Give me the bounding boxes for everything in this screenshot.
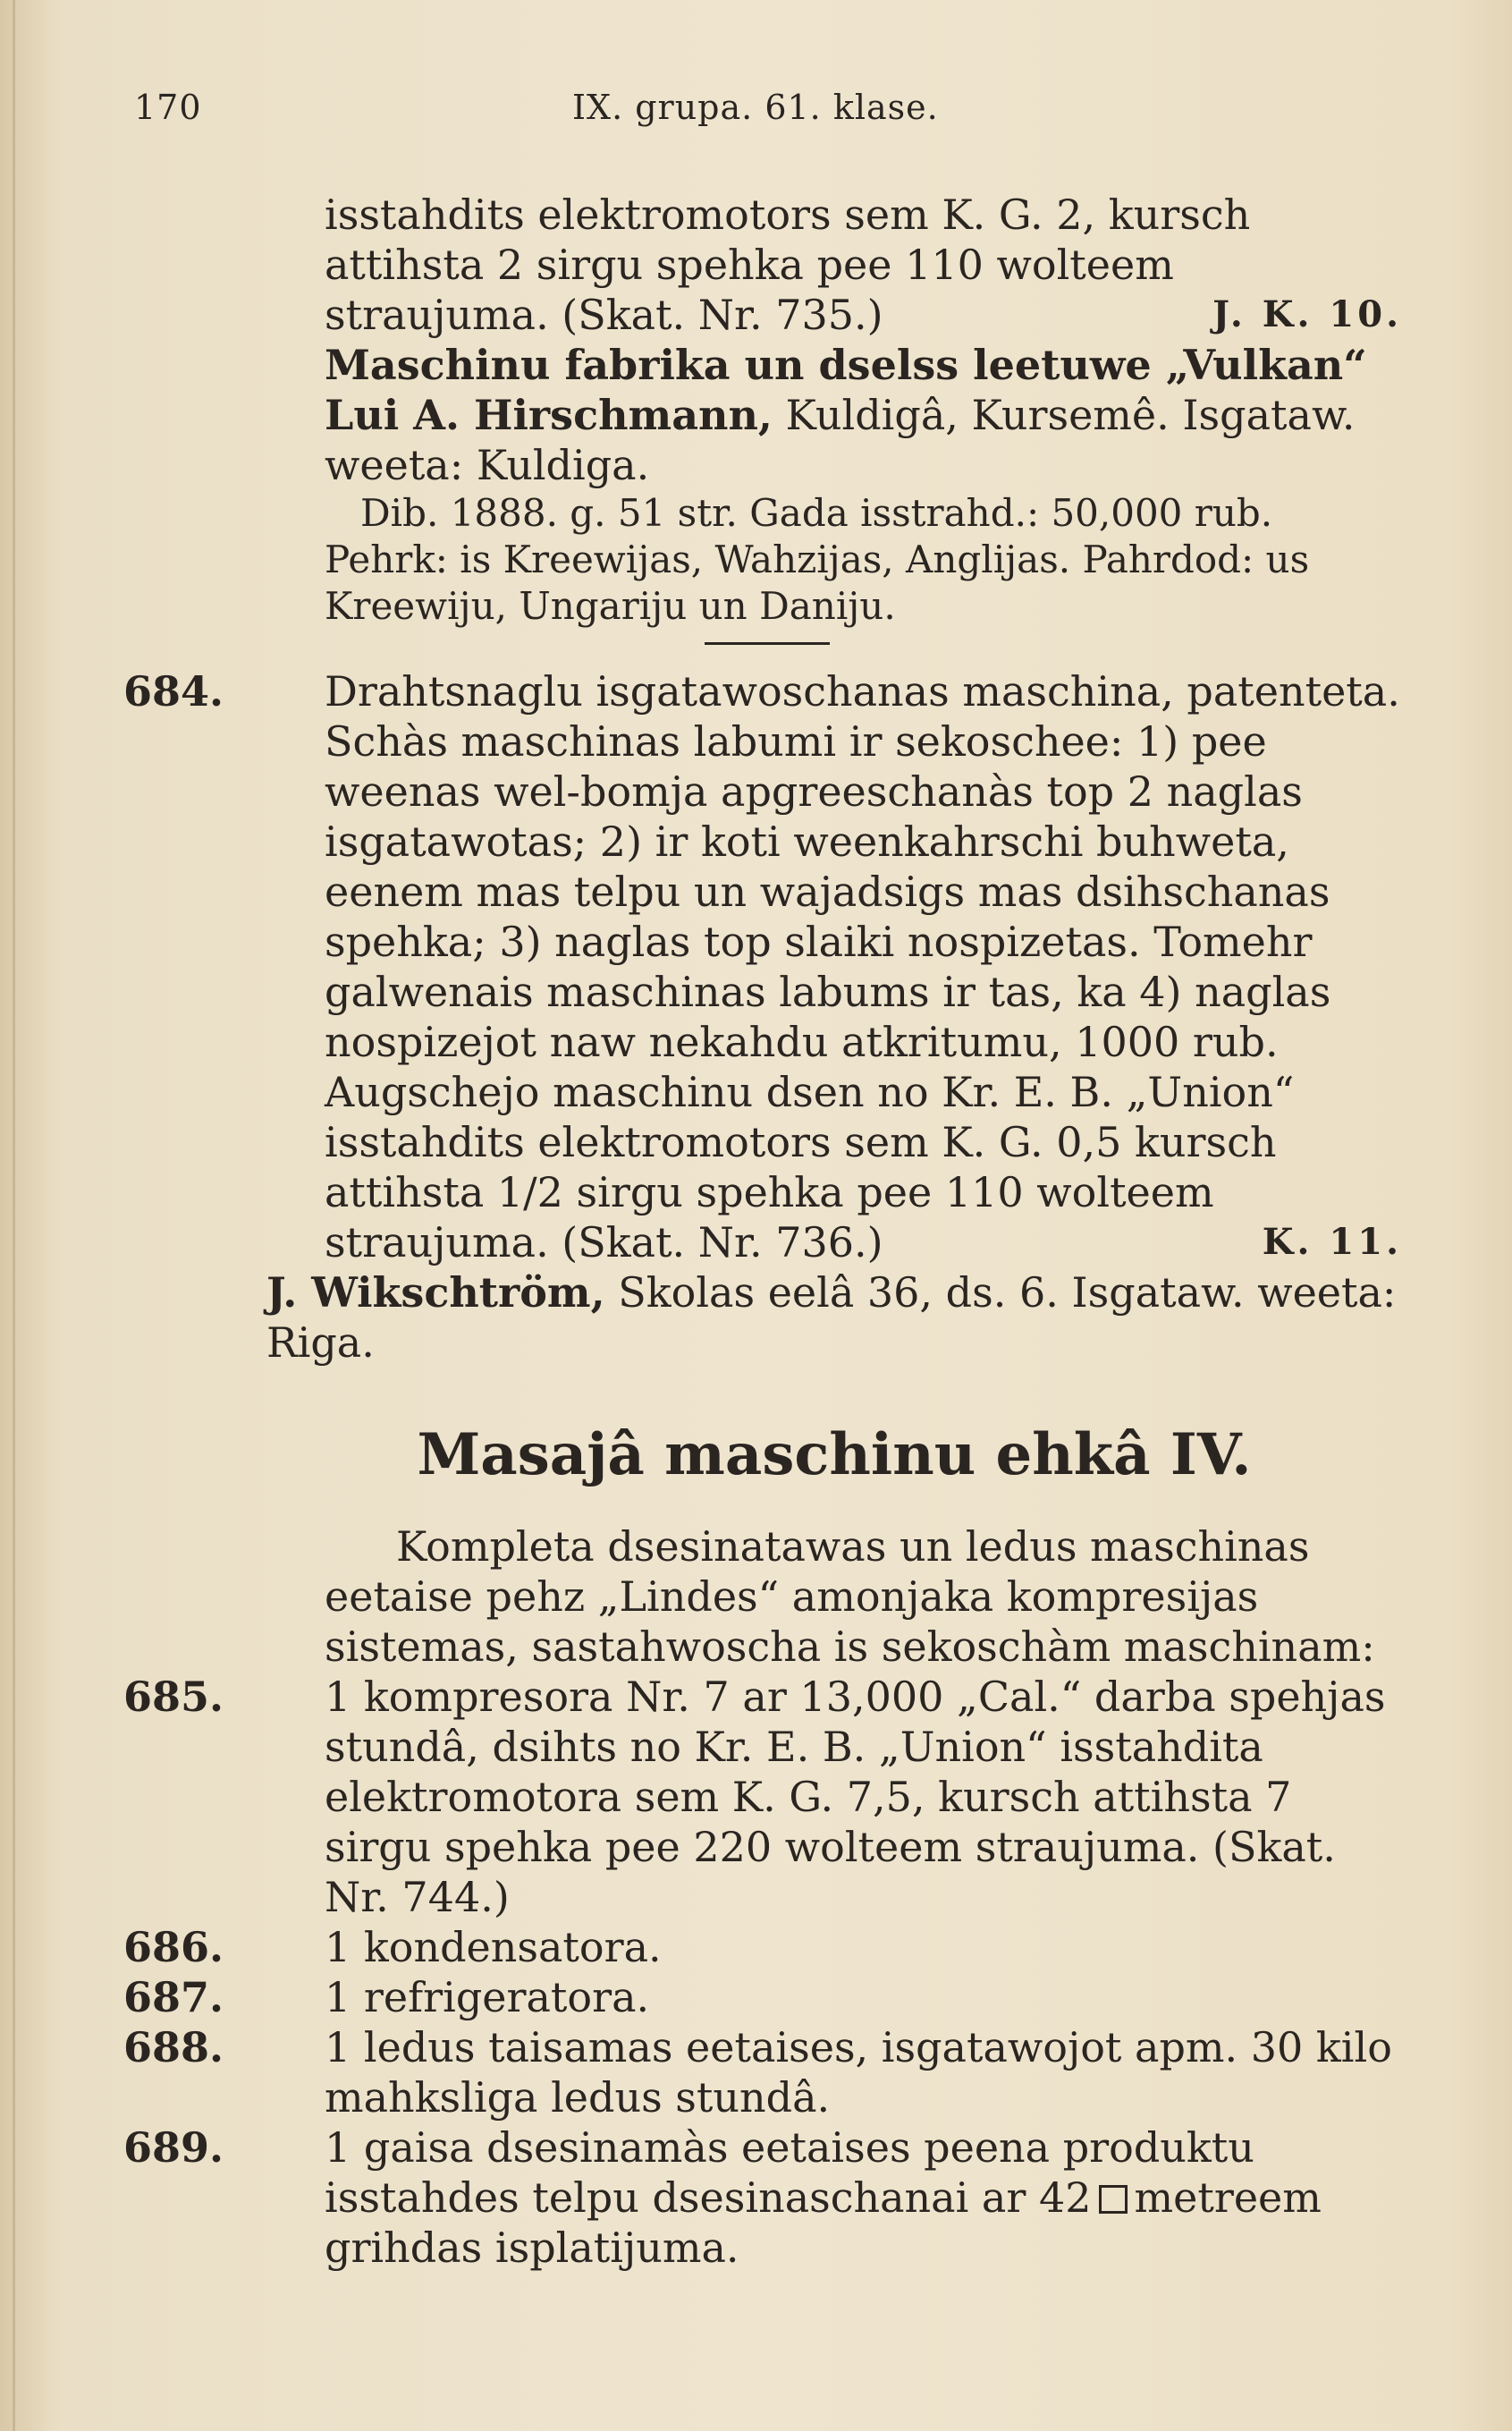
item-688 [123, 2022, 1402, 2122]
item-number: 687. [123, 1973, 224, 2021]
item-number: 688. [123, 2023, 224, 2071]
item-687 [123, 1972, 1402, 2022]
section-intro: Kompleta dsesinatawas un ledus maschinas eetaise pehz „Lindes“ amonjaka kompresijas sistemas, sastahwoscha is sekoschàm maschinam: [325, 1522, 1375, 1671]
maker-vulkan [123, 340, 1402, 490]
entry-text: Drahtsnaglu isgatawoschanas maschina, patenteta. Schàs maschinas labumi ir sekoschee: 1) pee weenas wel-bomja apgreeschanàs top 2 naglas isgatawotas; 2) ir koti weenkahrschi buhweta, eenem mas telpu un wajadsigs mas dsihschanas spehka; 3) naglas top slaiki nospizetas. Tomehr galwenais maschinas labums ir tas, ka 4) naglas nospizejot naw nekahdu atkritumu, 1000 rub. Augschejo maschinu dsen no Kr. E. B. „Union“ isstahdits elektromotors sem K. G. 0,5 kursch attihsta 1/2 sirgu spehka pee 110 wolteem straujuma. (Skat. Nr. 736.) [325, 667, 1400, 1266]
item-685 [123, 1672, 1402, 1922]
item-text: 1 kondensatora. [325, 1923, 662, 1971]
entry-684 [123, 666, 1402, 1267]
entry-number: 684. [123, 667, 224, 716]
intro-text: isstahdits elektromotors sem K. G. 2, kursch attihsta 2 sirgu spehka pee 110 wolteem straujuma. (Skat. Nr. 735.) [325, 191, 1251, 339]
item-number: 689. [123, 2123, 224, 2172]
section-title: Masajâ maschinu ehkâ IV. [417, 1421, 1252, 1488]
item-689 [123, 2122, 1402, 2273]
maker-vulkan-location: Kuldigâ, Kursemê. Isgataw. weeta: Kuldiga. [325, 391, 1356, 489]
item-686 [123, 1922, 1402, 1972]
maker-vulkan-details: Dib. 1888. g. 51 str. Gada isstrahd.: 50,000 rub. Pehrk: is Kreewijas, Wahzijas, Anglijas. Pahrdod: us Kreewiju, Ungariju un Daniju. [325, 491, 1310, 628]
item-text: 1 refrigeratora. [325, 1973, 650, 2021]
page-number: 170 [134, 88, 202, 127]
item-text: 1 ledus taisamas eetaises, isgatawojot apm. 30 kilo mahksliga ledus stundâ. [325, 2023, 1392, 2122]
maker-wikschtrom [123, 1267, 1402, 1368]
maker-wikschtrom-location: Skolas eelâ 36, ds. 6. Isgataw. weeta: Riga. [266, 1268, 1397, 1367]
item-text-before: 1 gaisa dsesinamàs eetaises peena produktu isstahdes telpu dsesinaschanai ar 42 [325, 2123, 1254, 2222]
running-title: IX. grupa. 61. klase. [572, 88, 939, 127]
maker-wikschtrom-name: J. Wikschtröm, [266, 1268, 605, 1317]
maker-vulkan-name: Maschinu fabrika un dselss leetuwe „Vulkan“ Lui A. Hirschmann, [325, 341, 1367, 439]
intro-paragraph [123, 190, 1402, 340]
item-number: 686. [123, 1923, 224, 1971]
item-text-after: metreem grihdas isplatijuma. [325, 2173, 1322, 2272]
page-content [123, 190, 1402, 2273]
separator-rule [705, 642, 830, 645]
item-text: 1 kompresora Nr. 7 ar 13,000 „Cal.“ darba spehjas stundâ, dsihts no Kr. E. B. „Union“ isstahdita elektromotora sem K. G. 7,5, kursch attihsta 7 sirgu spehka pee 220 wolteem straujuma. (Skat. Nr. 744.) [325, 1673, 1386, 1921]
item-number: 685. [123, 1673, 224, 1721]
intro-ref: J. K. 10. [1212, 293, 1402, 335]
square-symbol-icon [1099, 2185, 1128, 2214]
entry-ref: K. 11. [1262, 1221, 1402, 1263]
